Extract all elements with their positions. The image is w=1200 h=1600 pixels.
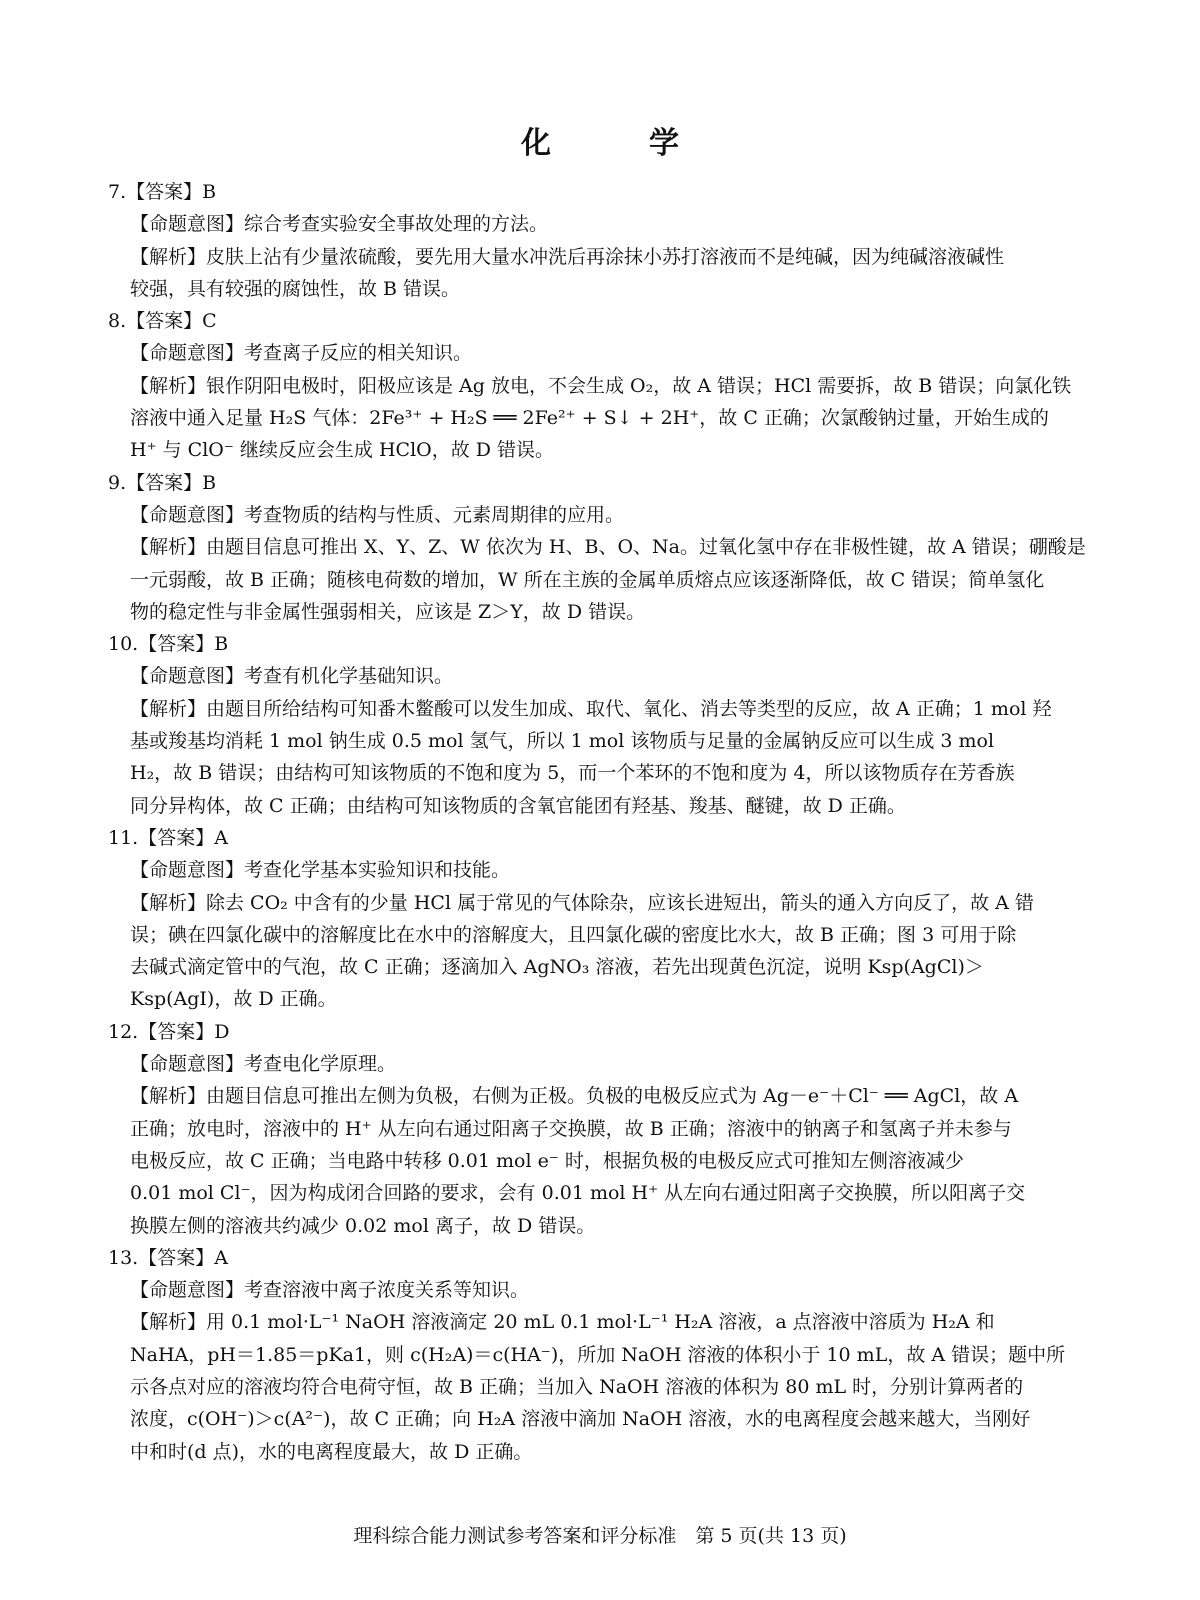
analysis-line: 电极反应，故 C 正确；当电路中转移 0.01 mol e⁻ 时，根据负极的电极反应式可推知左侧溶液减少: [130, 1149, 964, 1172]
question-number: 11.: [108, 826, 139, 849]
analysis-line: 【解析】用 0.1 mol·L⁻¹ NaOH 溶液滴定 20 mL 0.1 mol·L⁻¹ H₂A 溶液，a 点溶液中溶质为 H₂A 和: [130, 1311, 995, 1334]
intent-line: 【命题意图】考查化学基本实验知识和技能。: [130, 859, 511, 882]
analysis-line: 【解析】由题目信息可推出 X、Y、Z、W 依次为 H、B、O、Na。过氧化氢中存在非极性键，故 A 错误；硼酸是: [130, 536, 1086, 559]
analysis-line: 基或羧基均消耗 1 mol 钠生成 0.5 mol 氢气，所以 1 mol 该物质与足量的金属钠反应可以生成 3 mol: [130, 730, 995, 753]
answer-line: [108, 1016, 1098, 1048]
analysis-line: 【解析】由题目所给结构可知番木鳖酸可以发生加成、取代、氧化、消去等类型的反应，故 A 正确；1 mol 羟: [130, 697, 1052, 720]
analysis-line: 【解析】银作阴阳电极时，阳极应该是 Ag 放电，不会生成 O₂，故 A 错误；HCl 需要拆，故 B 错误；向氯化铁: [130, 374, 1072, 397]
analysis-line: 去碱式滴定管中的气泡，故 C 正确；逐滴加入 AgNO₃ 溶液，若先出现黄色沉淀，说明 Ksp(AgCl)＞: [130, 956, 984, 979]
question-number: 7.: [108, 181, 127, 203]
answer-line: [108, 628, 1098, 660]
answer-line: [108, 822, 1098, 854]
answer-line: [108, 305, 1098, 337]
answer-value: C: [202, 310, 217, 333]
analysis-line: 【解析】皮肤上沾有少量浓硫酸，要先用大量水冲洗后再涂抹小苏打溶液而不是纯碱，因为纯碱溶液碱性: [130, 245, 1005, 268]
answer-value: D: [214, 1020, 230, 1043]
intent-line: 【命题意图】考查物质的结构与性质、元素周期律的应用。: [130, 503, 625, 526]
answer-line: [108, 1242, 1098, 1274]
intent-line: 【命题意图】考查离子反应的相关知识。: [130, 342, 473, 365]
intent-line: 【命题意图】综合考查实验安全事故处理的方法。: [130, 213, 549, 236]
question-number: 12.: [108, 1020, 139, 1043]
question-number: 13.: [108, 1246, 139, 1269]
question-block: [108, 467, 1098, 628]
question-number: 10.: [108, 633, 139, 656]
intent-line: 【命题意图】考查有机化学基础知识。: [130, 665, 454, 688]
question-block: [108, 628, 1098, 822]
analysis-line: 一元弱酸，故 B 正确；随核电荷数的增加，W 所在主族的金属单质熔点应该逐渐降低，故 C 错误；简单氢化: [130, 568, 1045, 591]
answer-label: 【答案】: [126, 181, 203, 203]
question-number: 9.: [108, 471, 127, 494]
analysis-line: H₂，故 B 错误；由结构可知该物质的不饱和度为 5，而一个苯环的不饱和度为 4，所以该物质存在芳香族: [130, 762, 1015, 785]
analysis-line: H⁺ 与 ClO⁻ 继续反应会生成 HClO，故 D 错误。: [130, 439, 555, 462]
analysis-line: Ksp(AgI)，故 D 正确。: [130, 988, 337, 1011]
analysis-line: 同分异构体，故 C 正确；由结构可知该物质的含氧官能团有羟基、羧基、醚键，故 D 正确。: [130, 794, 906, 817]
answer-label: 【答案】: [138, 1020, 215, 1043]
answer-label: 【答案】: [138, 826, 215, 849]
question-number: 8.: [108, 310, 127, 333]
analysis-line: 较强，具有较强的腐蚀性，故 B 错误。: [130, 277, 461, 300]
answer-label: 【答案】: [126, 471, 203, 494]
question-block: [108, 176, 1098, 305]
analysis-line: 误；碘在四氯化碳中的溶解度比在水中的溶解度大，且四氯化碳的密度比水大，故 B 正确；图 3 可用于除: [130, 923, 1017, 946]
question-block: [108, 1016, 1098, 1242]
answer-value: A: [214, 826, 228, 849]
answer-value: B: [202, 181, 217, 203]
answer-content: [108, 176, 1098, 1468]
analysis-line: 换膜左侧的溶液共约减少 0.02 mol 离子，故 D 错误。: [130, 1214, 596, 1237]
answer-value: A: [214, 1246, 228, 1269]
question-block: [108, 305, 1098, 466]
answer-label: 【答案】: [138, 633, 215, 656]
analysis-line: 【解析】由题目信息可推出左侧为负极，右侧为正极。负极的电极反应式为 Ag－e⁻＋Cl⁻ ══ AgCl，故 A: [130, 1085, 1019, 1108]
analysis-line: 溶液中通入足量 H₂S 气体：2Fe³⁺ + H₂S ══ 2Fe²⁺ + S↓ + 2H⁺，故 C 正确；次氯酸钠过量，开始生成的: [130, 407, 1049, 430]
answer-line: [108, 467, 1098, 499]
intent-line: 【命题意图】考查溶液中离子浓度关系等知识。: [130, 1279, 530, 1302]
analysis-line: 浓度，c(OH⁻)＞c(A²⁻)，故 C 正确；向 H₂A 溶液中滴加 NaOH 溶液，水的电离程度会越来越大，当刚好: [130, 1408, 1031, 1431]
analysis-line: 物的稳定性与非金属性强弱相关，应该是 Z＞Y，故 D 错误。: [130, 600, 646, 623]
analysis-line: 0.01 mol Cl⁻，因为构成闭合回路的要求，会有 0.01 mol H⁺ 从左向右通过阳离子交换膜，所以阳离子交: [130, 1182, 1026, 1205]
answer-line: [108, 176, 1098, 208]
analysis-line: 【解析】除去 CO₂ 中含有的少量 HCl 属于常见的气体除杂，应该长进短出，箭头的通入方向反了，故 A 错: [130, 891, 1034, 914]
question-block: [108, 822, 1098, 1016]
question-block: [108, 1242, 1098, 1468]
analysis-line: 示各点对应的溶液均符合电荷守恒，故 B 正确；当加入 NaOH 溶液的体积为 80 mL 时，分别计算两者的: [130, 1375, 1024, 1398]
answer-label: 【答案】: [126, 310, 203, 333]
answer-value: B: [214, 633, 229, 656]
analysis-line: 正确；放电时，溶液中的 H⁺ 从左向右通过阳离子交换膜，故 B 正确；溶液中的钠离子和氢离子并未参与: [130, 1117, 1012, 1140]
page-title: 化 学: [521, 126, 713, 161]
intent-line: 【命题意图】考查电化学原理。: [130, 1053, 397, 1076]
analysis-line: 中和时(d 点)，水的电离程度最大，故 D 正确。: [130, 1440, 533, 1463]
page-footer: 理科综合能力测试参考答案和评分标准 第 5 页(共 13 页): [353, 1525, 847, 1547]
answer-label: 【答案】: [138, 1246, 215, 1269]
analysis-line: NaHA，pH＝1.85＝pKa1，则 c(H₂A)＝c(HA⁻)，所加 NaOH 溶液的体积小于 10 mL，故 A 错误；题中所: [130, 1343, 1066, 1366]
answer-value: B: [202, 471, 217, 494]
